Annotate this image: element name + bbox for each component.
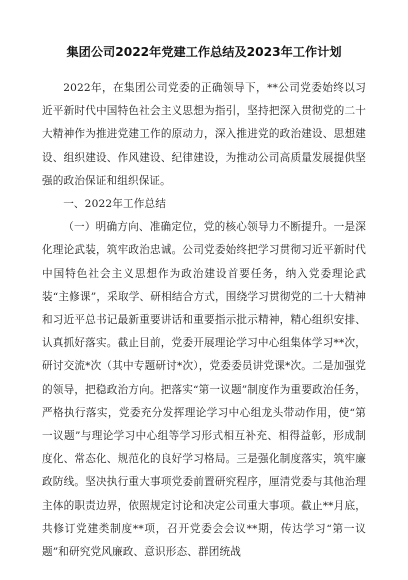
intro-paragraph: 2022年，在集团公司党委的正确领导下，**公司党委始终以习近平新时代中国特色社会主义思想为指引，坚持把深入贯彻党的二十大精神作为推进党建工作的原动力，深入推进党的政治建设、思想建设、组织建设、作风建设、纪律建设，为推动公司高质量发展提供坚强的政治保证和组织保证。 — [42, 82, 366, 187]
section-body-paragraph: （一）明确方向、准确定位，党的核心领导力不断提升。一是深化理论武装，筑牢政治忠诚。公司党委始终把学习贯彻习近平新时代中国特色社会主义思想作为政治建设首要任务，纳入党委理论武装“主修课”，采取学、研相结合方式，围绕学习贯彻党的二十大精神和习近平总书记最新重要讲话和重要指示批示精神，精心组织安排、认真抓好落实。截止目前，党委开展理论学习中心组集体学习**次，研讨交流*次（其中专题研讨*次），党委委员讲党课*次。二是加强党的领导，把稳政治方向。把落实“第一议题”制度作为重要政治任务，严格执行落实，党委充分发挥理论学习中心组龙头带动作用，使“第一议题”与理论学习中心组等学习形式相互补充、相得益彰，形成制度化、常态化、规范化的良好学习格局。三是强化制度落实，筑牢廉政防线。坚决执行重大事项党委前置研究程序，厘清党委与其他治理主体的职责边界，依照规定讨论和决定公司重大事项。截止**月底，共修订党建类制度**项，召开党委会会议**期，传达学习“第一议题”和研究党风廉政、意识形态、群团统战 — [42, 221, 366, 559]
section-heading: 一、2022年工作总结 — [63, 198, 166, 211]
document-title: 集团公司2022年党建工作总结及2023年工作计划 — [66, 45, 342, 59]
